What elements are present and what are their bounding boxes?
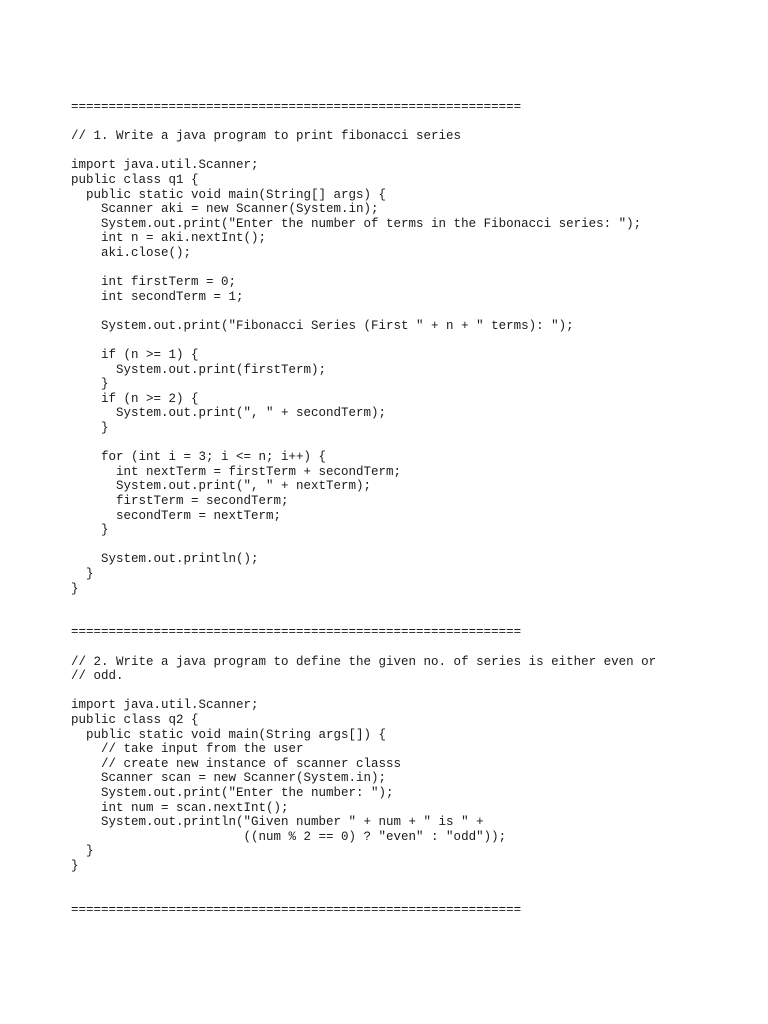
- document-line: }: [71, 567, 94, 581]
- document-line: for (int i = 3; i <= n; i++) {: [71, 450, 327, 465]
- document-line: }: [71, 844, 94, 859]
- document-line: aki.close();: [71, 245, 192, 260]
- document-line: ((num % 2 == 0) ? "even" : "odd"));: [71, 829, 507, 844]
- document-line: // take input from the user: [71, 742, 304, 757]
- document-line: System.out.println("Given number " + num + " is " +: [71, 815, 484, 830]
- document-line: import java.util.Scanner;: [71, 158, 259, 173]
- document-line: }: [71, 858, 79, 873]
- document-line: ============================================================: [71, 100, 522, 114]
- document-line: [71, 334, 656, 349]
- document-line: // 2. Write a java program to define the given no. of series is either even or: [71, 654, 657, 669]
- document-line: int firstTerm = 0;: [71, 275, 237, 290]
- document-line: [71, 888, 656, 903]
- document-line: // create new instance of scanner classs: [71, 756, 402, 771]
- document-line: Scanner aki = new Scanner(System.in);: [71, 202, 379, 217]
- document-line: [71, 596, 656, 611]
- document-line: }: [71, 377, 109, 392]
- document-line: ============================================================: [71, 902, 522, 917]
- document-line: // odd.: [71, 669, 124, 684]
- document-line: public static void main(String args[]) {: [71, 727, 387, 742]
- document-line: [71, 436, 656, 451]
- document-line: int nextTerm = firstTerm + secondTerm;: [71, 464, 402, 479]
- document-line: if (n >= 1) {: [71, 348, 199, 363]
- document-line: [71, 304, 656, 319]
- document-line: public class q2 {: [71, 712, 199, 727]
- document-line: }: [71, 421, 109, 436]
- document-line: secondTerm = nextTerm;: [71, 508, 282, 523]
- document-line: [71, 261, 656, 276]
- document-line: System.out.print("Enter the number: ");: [71, 785, 394, 800]
- document-line: System.out.println();: [71, 552, 259, 567]
- document-line: import java.util.Scanner;: [71, 698, 259, 713]
- document-line: [71, 144, 656, 159]
- document-line: int num = scan.nextInt();: [71, 800, 289, 815]
- document-line: System.out.print(", " + secondTerm);: [71, 406, 387, 421]
- document-line: [71, 611, 656, 626]
- document-line: [71, 115, 656, 130]
- document-line: [71, 873, 656, 888]
- document-line: }: [71, 523, 109, 538]
- document-line: firstTerm = secondTerm;: [71, 494, 289, 509]
- document-line: if (n >= 2) {: [71, 391, 199, 406]
- document-line: [71, 684, 656, 699]
- document-line: public class q1 {: [71, 172, 199, 187]
- document-line: // 1. Write a java program to print fibonacci series: [71, 129, 462, 144]
- document-line: System.out.print("Fibonacci Series (First " + n + " terms): ");: [71, 318, 574, 333]
- document-line: System.out.print(", " + nextTerm);: [71, 479, 372, 494]
- document-line: [71, 538, 656, 553]
- document-line: System.out.print("Enter the number of terms in the Fibonacci series: ");: [71, 216, 642, 231]
- code-text-block: [71, 100, 656, 917]
- document-line: int n = aki.nextInt();: [71, 231, 267, 246]
- document-line: Scanner scan = new Scanner(System.in);: [71, 771, 387, 786]
- document-line: int secondTerm = 1;: [71, 289, 244, 304]
- document-line: System.out.print(firstTerm);: [71, 362, 327, 377]
- document-line: public static void main(String[] args) {: [71, 187, 387, 202]
- document-line: ============================================================: [71, 625, 522, 640]
- document-line: }: [71, 581, 79, 596]
- document-line: [71, 640, 656, 655]
